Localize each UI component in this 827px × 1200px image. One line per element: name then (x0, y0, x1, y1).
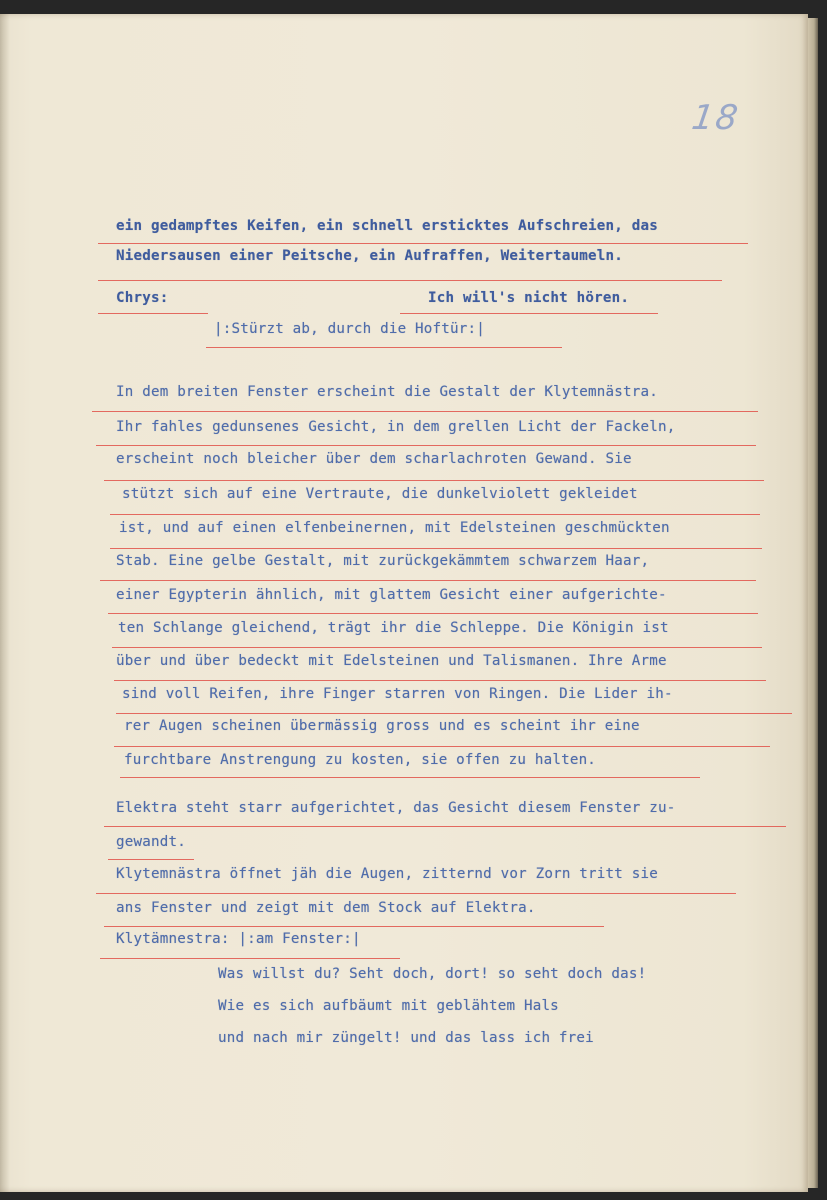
text-line-6: In dem breiten Fenster erscheint die Gestalt der Klytemnästra. (116, 384, 658, 400)
text-line-21: ans Fenster und zeigt mit dem Stock auf Elektra. (116, 900, 536, 916)
page-stack-edge (808, 18, 818, 1188)
text-line-1: ein gedampftes Keifen, ein schnell ersticktes Aufschreien, das (116, 218, 658, 234)
text-line-13: ten Schlange gleichend, trägt ihr die Schleppe. Die Königin ist (118, 620, 669, 636)
red-underline (400, 313, 658, 314)
red-underline (96, 445, 756, 446)
red-underline (100, 958, 400, 959)
verse-line-2: Wie es sich aufbäumt mit geblähtem Hals (218, 998, 559, 1014)
red-underline (98, 280, 722, 281)
speaker-chrys: Chrys: (116, 290, 169, 306)
binding-shadow (0, 14, 10, 1192)
red-underline (108, 613, 758, 614)
text-line-10: ist, und auf einen elfenbeinernen, mit Edelsteinen geschmückten (119, 520, 670, 536)
text-line-2: Niedersausen einer Peitsche, ein Aufraffen, Weitertaumeln. (116, 248, 624, 264)
text-line-17: furchtbare Anstrengung zu kosten, sie offen zu halten. (124, 752, 597, 768)
text-line-8: erscheint noch bleicher über dem scharlachroten Gewand. Sie (116, 451, 632, 467)
red-underline (104, 826, 786, 827)
red-underline (206, 347, 562, 348)
red-underline (96, 893, 736, 894)
typescript-page (0, 14, 808, 1192)
page-number: 18 (689, 98, 743, 138)
red-underline (98, 313, 208, 314)
text-line-15: sind voll Reifen, ihre Finger starren von Ringen. Die Lider ih- (122, 686, 673, 702)
text-line-19: gewandt. (116, 834, 186, 850)
red-underline (98, 243, 748, 244)
text-line-18: Elektra steht starr aufgerichtet, das Gesicht diesem Fenster zu- (116, 800, 676, 816)
red-underline (110, 514, 760, 515)
red-underline (100, 580, 756, 581)
verse-line-1: Was willst du? Seht doch, dort! so seht doch das! (218, 966, 647, 982)
red-underline (116, 713, 792, 714)
red-underline (114, 680, 766, 681)
text-line-12: einer Egypterin ähnlich, mit glattem Gesicht einer aufgerichte- (116, 587, 667, 603)
text-line-14: über und über bedeckt mit Edelsteinen und Talismanen. Ihre Arme (116, 653, 667, 669)
red-underline (120, 777, 700, 778)
text-line-20: Klytemnästra öffnet jäh die Augen, zitternd vor Zorn tritt sie (116, 866, 658, 882)
text-line-7: Ihr fahles gedunsenes Gesicht, in dem grellen Licht der Fackeln, (116, 419, 676, 435)
text-line-chrys: Ich will's nicht hören. (428, 290, 630, 306)
red-underline (108, 859, 194, 860)
text-line-16: rer Augen scheinen übermässig gross und es scheint ihr eine (124, 718, 640, 734)
red-underline (104, 480, 764, 481)
red-underline (112, 647, 762, 648)
red-underline (114, 746, 770, 747)
speaker-klytaemnestra: Klytämnestra: |:am Fenster:| (116, 931, 361, 947)
stage-direction-1: |:Stürzt ab, durch die Hoftür:| (214, 321, 485, 337)
text-line-11: Stab. Eine gelbe Gestalt, mit zurückgekämmtem schwarzem Haar, (116, 553, 650, 569)
verse-line-3: und nach mir züngelt! und das lass ich frei (218, 1030, 594, 1046)
red-underline (104, 926, 604, 927)
red-underline (110, 548, 762, 549)
red-underline (92, 411, 758, 412)
text-line-9: stützt sich auf eine Vertraute, die dunkelviolett gekleidet (122, 486, 638, 502)
